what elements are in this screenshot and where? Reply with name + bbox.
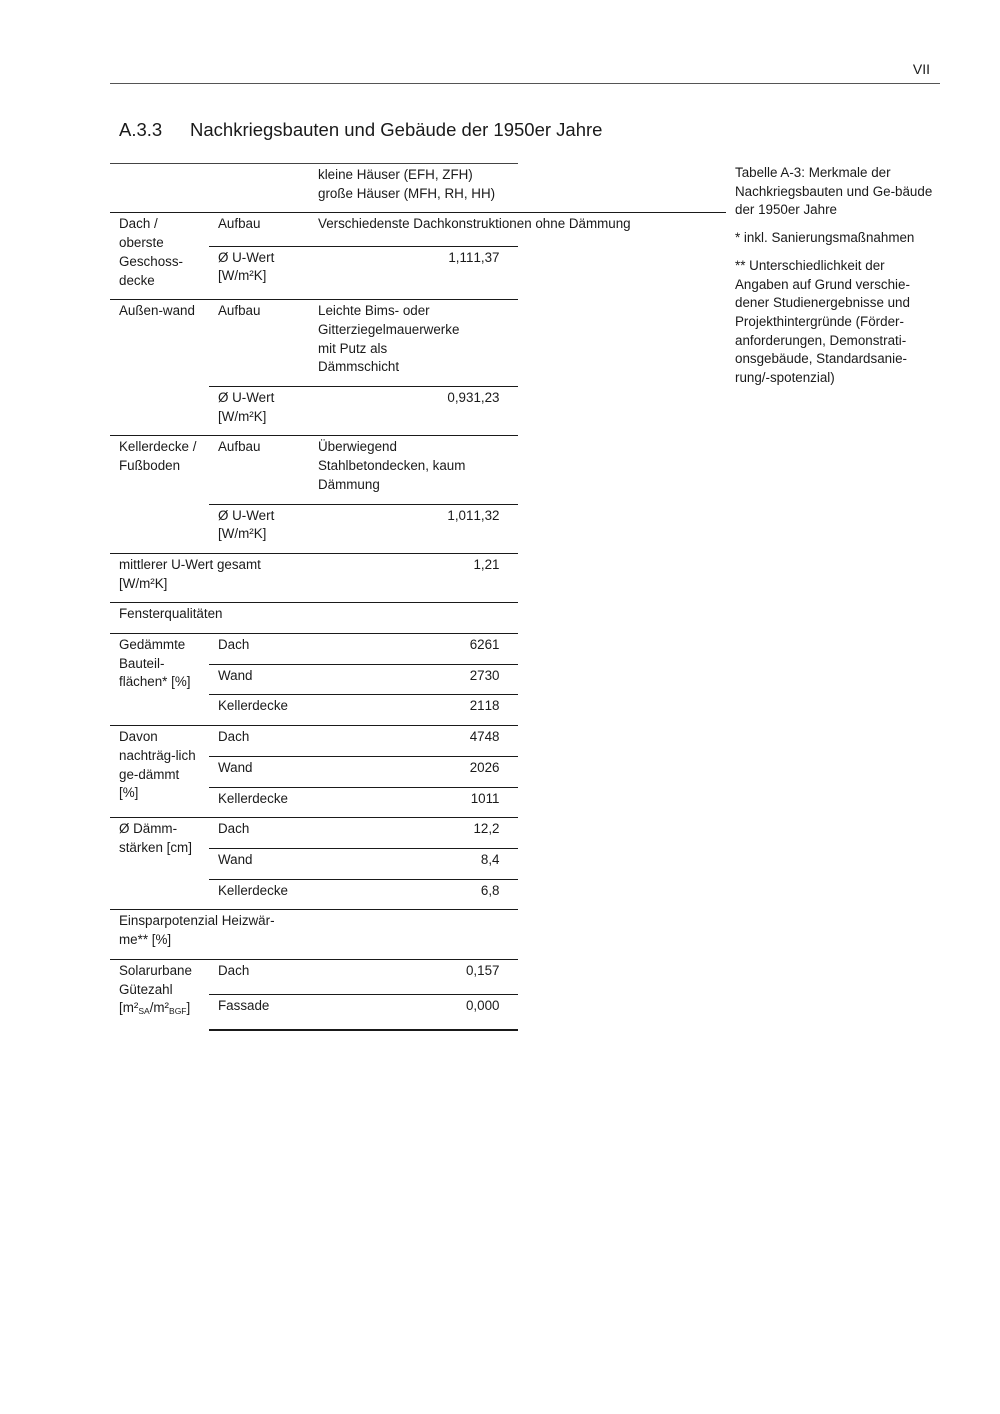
pair-values bbox=[309, 726, 518, 757]
part-label: Dach bbox=[209, 726, 309, 757]
characteristics-table bbox=[110, 163, 726, 1031]
value-large: 1,37 bbox=[473, 249, 500, 265]
row-label-dach: Dach / oberste Geschoss-decke bbox=[110, 213, 209, 300]
value-large: 8,4 bbox=[309, 848, 518, 879]
table-row bbox=[110, 726, 726, 757]
value-large: 11 bbox=[485, 790, 500, 806]
part-label: Kellerdecke bbox=[209, 787, 309, 818]
value-large: 1,21 bbox=[309, 553, 518, 602]
table-row bbox=[110, 818, 726, 849]
row-label-daemmstaerken: Ø Dämm-stärken [cm] bbox=[110, 818, 209, 910]
value-large: 18 bbox=[484, 698, 500, 714]
part-label: Dach bbox=[209, 634, 309, 665]
section-title: Nachkriegsbauten und Gebäude der 1950er Jahre bbox=[190, 119, 603, 140]
unit-part: /m² bbox=[149, 1000, 170, 1016]
value-large: 26 bbox=[484, 759, 500, 775]
value-small: 47 bbox=[469, 729, 485, 745]
part-label: Dach bbox=[209, 959, 309, 995]
caption-title: Tabelle A-3: Merkmale der Nachkriegsbauten und Ge-bäude der 1950er Jahre bbox=[735, 165, 933, 218]
solar-label: Solarurbane Gütezahl bbox=[119, 962, 192, 997]
row-label-gedaemmt: Gedämmte Bauteil-flächen* [%] bbox=[110, 634, 209, 726]
page-number: VII bbox=[912, 61, 930, 77]
table-row bbox=[110, 959, 726, 995]
table-row bbox=[110, 603, 726, 634]
value-large: 6,8 bbox=[309, 879, 518, 910]
aufbau-text: Überwiegend Stahlbetondecken, kaum Dämmung bbox=[309, 436, 518, 504]
pair-values bbox=[309, 664, 518, 695]
caption-note-1: * inkl. Sanierungsmaßnahmen bbox=[735, 230, 915, 246]
uwert-values bbox=[309, 246, 518, 300]
caption-note-2: ** Unterschiedlichkeit der Angaben auf Grund verschie-dener Studienergebnisse und Projekthintergründe (Förder-anforderungen, Demonstrati-onsgebäude, Standardsanie-rung/-spotenzial) bbox=[735, 257, 910, 386]
pair-values bbox=[309, 787, 518, 818]
value-small: 21 bbox=[469, 698, 485, 714]
part-label: Kellerdecke bbox=[209, 695, 309, 726]
aufbau-text: Leichte Bims- oder Gitterziegelmauerwerke mit Putz als Dämmschicht bbox=[309, 300, 518, 387]
value-small: 10 bbox=[470, 790, 486, 806]
value-small: 20 bbox=[469, 759, 485, 775]
header-large-houses: große Häuser (MFH, RH, HH) bbox=[318, 185, 496, 201]
value-large: 48 bbox=[484, 729, 500, 745]
value-large: 0,157 bbox=[309, 959, 518, 995]
row-label-wand: Außen-wand bbox=[110, 300, 209, 436]
sub-label: Ø U-Wert [W/m²K] bbox=[209, 504, 309, 553]
row-label-keller: Kellerdecke / Fußboden bbox=[110, 436, 209, 554]
value-small: 1,01 bbox=[447, 507, 474, 523]
row-label-einspar: Einsparpotenzial Heizwär-me** [%] bbox=[110, 910, 309, 959]
value-small: 62 bbox=[469, 637, 485, 653]
uwert-values bbox=[309, 504, 518, 553]
sub-label: Aufbau bbox=[209, 300, 309, 387]
table-row bbox=[110, 553, 726, 602]
value-large: 61 bbox=[484, 637, 500, 653]
table-row bbox=[110, 436, 726, 504]
table-row bbox=[110, 910, 726, 959]
unit-sub-sa: SA bbox=[138, 1006, 150, 1017]
value-large: 12,2 bbox=[309, 818, 518, 849]
row-label-solar bbox=[110, 959, 209, 1030]
section-number: A.3.3 bbox=[119, 119, 163, 140]
unit-part: ] bbox=[186, 1000, 191, 1016]
uwert-values bbox=[309, 387, 518, 436]
part-label: Wand bbox=[209, 756, 309, 787]
table-row bbox=[110, 213, 726, 246]
value-large: 30 bbox=[484, 667, 500, 683]
unit-sub-bgf: BGF bbox=[169, 1006, 187, 1017]
sub-label: Ø U-Wert [W/m²K] bbox=[209, 387, 309, 436]
part-label: Fassade bbox=[209, 995, 309, 1030]
aufbau-text: Verschiedenste Dachkonstruktionen ohne Dämmung bbox=[309, 213, 726, 246]
pair-values bbox=[309, 695, 518, 726]
unit-part: [m² bbox=[119, 1000, 139, 1016]
pair-values bbox=[309, 756, 518, 787]
value-large: 1,32 bbox=[473, 507, 500, 523]
table-header-row bbox=[110, 164, 726, 213]
pair-values bbox=[309, 634, 518, 665]
value-large: 1,23 bbox=[473, 390, 500, 406]
part-label: Wand bbox=[209, 848, 309, 879]
sub-label: Aufbau bbox=[209, 436, 309, 504]
value-small: 0,93 bbox=[447, 390, 474, 406]
table-caption bbox=[735, 164, 935, 397]
section-heading bbox=[119, 119, 602, 141]
part-label: Dach bbox=[209, 818, 309, 849]
row-label-nachtraeglich: Davon nachträg-lich ge-dämmt [%] bbox=[110, 726, 209, 818]
value-small: 27 bbox=[469, 667, 485, 683]
header-small-houses: kleine Häuser (EFH, ZFH) bbox=[318, 167, 473, 182]
row-label-mittlerer: mittlerer U-Wert gesamt [W/m²K] bbox=[110, 553, 309, 602]
row-label-fenster: Fensterqualitäten bbox=[110, 603, 518, 634]
header-rule bbox=[110, 83, 940, 84]
part-label: Kellerdecke bbox=[209, 879, 309, 910]
table-row bbox=[110, 634, 726, 665]
part-label: Wand bbox=[209, 664, 309, 695]
solar-unit bbox=[119, 1000, 190, 1015]
value-small: 1,11 bbox=[448, 249, 474, 265]
value-large: 0,000 bbox=[309, 995, 518, 1030]
sub-label: Ø U-Wert [W/m²K] bbox=[209, 246, 309, 300]
sub-label: Aufbau bbox=[209, 213, 309, 246]
table-row bbox=[110, 300, 726, 387]
